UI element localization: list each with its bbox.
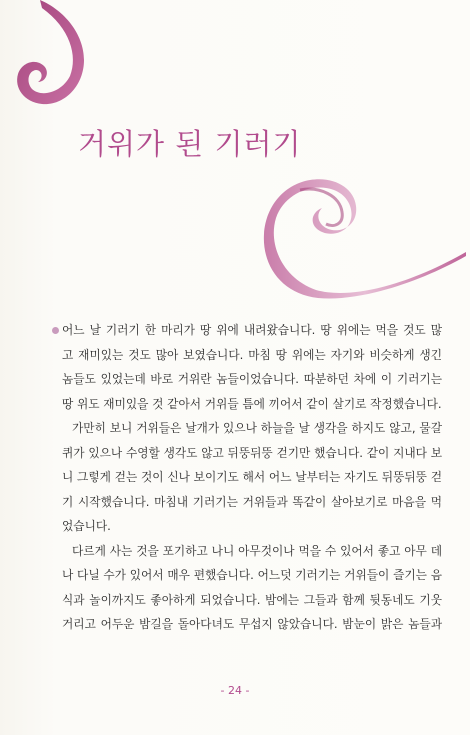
right-swirl-inner [300,189,342,225]
text-line: 식과 놀이까지도 좋아하게 되었습니다. 밤에는 그들과 함께 뒷동네도 기웃 [62,592,442,607]
paragraph-bullet-icon [52,327,59,334]
body-text [62,318,442,637]
text-line: 다르게 사는 것을 포기하고 나니 아무것이나 먹을 수 있어서 좋고 아무 데 [72,543,442,558]
text-line: 고 재미있는 것도 많아 보였습니다. 마침 땅 위에는 자기와 비슷하게 생긴 [62,347,442,362]
text-line: 가만히 보니 거위들은 날개가 있으나 하늘을 날 생각을 하지도 않고, 물갈 [72,421,442,435]
text-line: 기 시작했습니다. 마침내 기러기는 거위들과 똑같이 살아보기로 마음을 먹 [62,494,442,509]
text-line: 나 다닐 수가 있어서 매우 편했습니다. 어느덧 기러기는 거위들이 즐기는 음 [62,568,442,582]
text-line: 퀴가 있으나 수영할 생각도 않고 뒤뚱뒤뚱 걷기만 했습니다. 같이 지내다 보 [62,445,442,460]
top-left-swirl [17,0,84,104]
page-number: - 24 - [220,684,250,697]
text-line: 땅 위도 재미있을 것 같아서 거위들 틈에 끼어서 같이 살기로 작정했습니다. [62,396,442,411]
text-line: 놈들도 있었는데 바로 거위란 놈들이었습니다. 따분하던 차에 이 기러기는 [62,372,442,386]
page-title: 거위가 된 기러기 [78,127,302,161]
right-swirl [264,179,466,298]
text-line: 었습니다. [62,519,111,533]
text-line: 니 그렇게 걷는 것이 신나 보이기도 해서 어느 날부터는 자기도 뒤뚱뒤뚱 걷 [62,470,442,484]
text-line: 거리고 어두운 밤길을 돌아다녀도 무섭지 않았습니다. 밤눈이 밝은 놈들과 [62,617,442,631]
text-line: 어느 날 기러기 한 마리가 땅 위에 내려왔습니다. 땅 위에는 먹을 것도 많 [62,323,442,337]
